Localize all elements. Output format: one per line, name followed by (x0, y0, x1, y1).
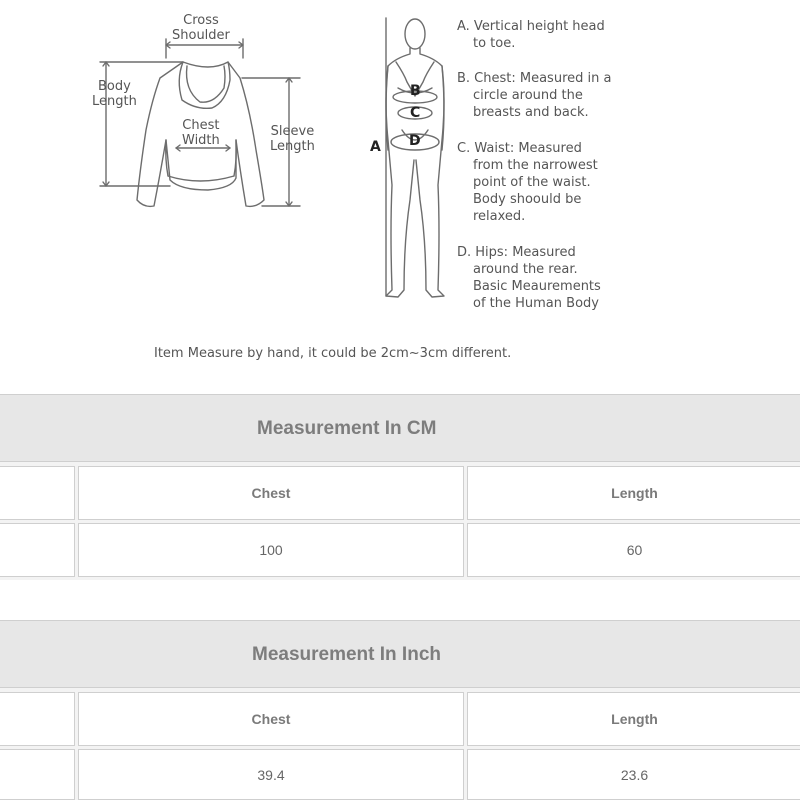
legend-a (457, 18, 605, 52)
marker-c: C (410, 105, 421, 121)
legend-c-line-5: relaxed. (473, 209, 526, 224)
cm-length-value: 60 (467, 523, 800, 577)
legend-c-line-4: Body shoould be (473, 192, 582, 207)
marker-d: D (409, 133, 421, 149)
measure-note: Item Measure by hand, it could be 2cm~3cm different. (154, 346, 512, 361)
legend-c-line-1: C. Waist: Measured (457, 141, 582, 156)
legend-d-line-3: Basic Meaurements (473, 279, 601, 294)
human-body-outline (386, 19, 444, 297)
legend-b-line-2: circle around the (473, 88, 583, 103)
legend-a-line-1: A. Vertical height head (457, 19, 605, 34)
marker-a: A (370, 139, 381, 155)
inch-table-title: Measurement In Inch (252, 644, 441, 665)
sleeve-length-line-1: Sleeve (270, 124, 315, 139)
cm-header-chest: Chest (78, 466, 464, 520)
body-length-label (92, 79, 137, 109)
inch-header-blank (0, 692, 75, 746)
legend-a-line-2: to toe. (473, 36, 516, 51)
inch-table-header (0, 620, 800, 688)
cm-header-blank (0, 466, 75, 520)
inch-header-length: Length (467, 692, 800, 746)
inch-chest-value: 39.4 (78, 749, 464, 800)
chest-width-label (182, 118, 220, 148)
cm-table-header (0, 394, 800, 462)
inch-length-value: 23.6 (467, 749, 800, 800)
sleeve-length-line-2: Length (270, 139, 315, 154)
legend-c (457, 140, 598, 225)
size-diagram (0, 0, 800, 380)
chest-width-line-2: Width (182, 133, 220, 148)
cross-shoulder-line-1: Cross (183, 13, 219, 28)
sleeve-length-label (270, 124, 315, 154)
cm-row-size (0, 523, 75, 577)
legend-b-line-3: breasts and back. (473, 105, 589, 120)
inch-row-size (0, 749, 75, 800)
legend-d-line-1: D. Hips: Measured (457, 245, 576, 260)
legend-c-line-3: point of the waist. (473, 175, 591, 190)
legend-b-line-1: B. Chest: Measured in a (457, 71, 612, 86)
legend-d (457, 244, 601, 312)
body-length-line-1: Body (98, 79, 131, 94)
marker-b: B (410, 83, 421, 99)
inch-header-chest: Chest (78, 692, 464, 746)
chest-width-line-1: Chest (182, 118, 220, 133)
legend-d-line-4: of the Human Body (473, 296, 599, 311)
cross-shoulder-label (172, 13, 230, 43)
cross-shoulder-line-2: Shoulder (172, 28, 230, 43)
legend-b (457, 70, 611, 121)
body-length-line-2: Length (92, 94, 137, 109)
cm-header-length: Length (467, 466, 800, 520)
legend-d-line-2: around the rear. (473, 262, 578, 277)
legend-c-line-2: from the narrowest (473, 158, 598, 173)
cm-chest-value: 100 (78, 523, 464, 577)
cm-table-title: Measurement In CM (257, 418, 437, 439)
